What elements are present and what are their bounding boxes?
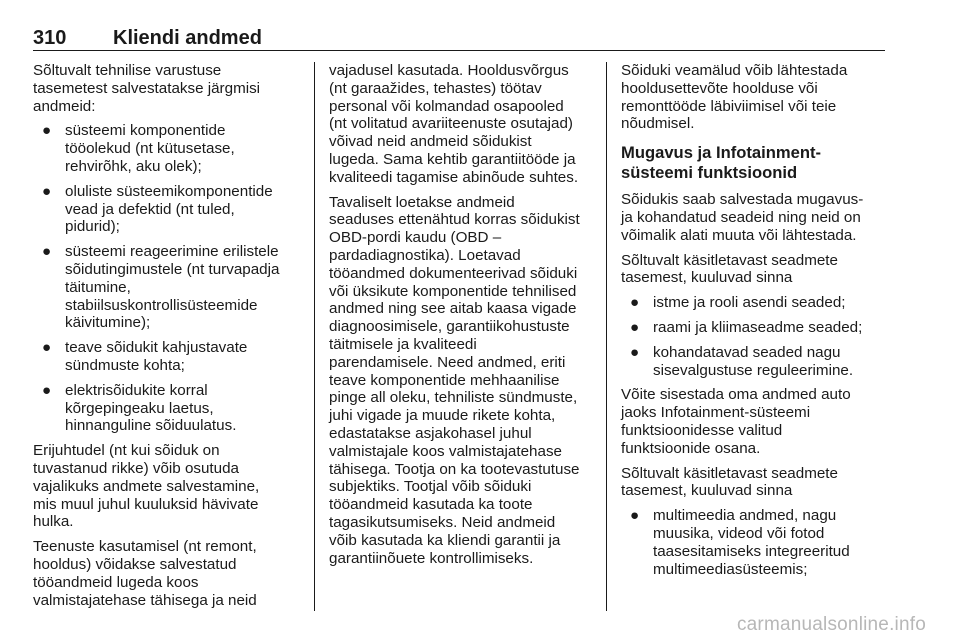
text-line: andmeid: — [33, 97, 96, 115]
bullet-icon: ● — [630, 343, 640, 361]
bullet-icon: ● — [42, 122, 52, 140]
text-line: valmistajatehase tähisega ja neid — [33, 591, 257, 609]
text-line: tagasikutsumiseks. Neid andmeid — [329, 513, 556, 531]
list-item — [621, 294, 886, 312]
text-line: hinnanguline sõiduulatus. — [65, 417, 237, 435]
text-line: (nt volitatud avariiteenuste osutajad) — [329, 115, 573, 133]
text-line: funktsioonidesse valitud — [621, 421, 783, 439]
bullet-list — [621, 507, 886, 578]
text-line: vead ja defektid (nt tuled, — [65, 200, 235, 218]
text-line: subjektiks. Tootjal võib sõiduki — [329, 478, 532, 496]
text-line: võivad neid andmeid sõidukist — [329, 133, 532, 151]
text-line: juhi vigade ja muude rikete kohta, — [329, 407, 556, 425]
text-line: süsteemi reageerimine erilistele — [65, 243, 279, 261]
text-line: tööandmeid lugeda koos — [33, 573, 199, 591]
bullet-icon: ● — [42, 182, 52, 200]
paragraph — [621, 252, 886, 288]
column-2 — [329, 62, 593, 574]
bullet-icon: ● — [42, 339, 52, 357]
text-line: Sõltuvalt tehnilise varustuse — [33, 62, 222, 79]
text-line: multimeedia andmed, nagu — [653, 507, 837, 525]
text-line: mis muul juhul kuuluksid hävivate — [33, 495, 259, 513]
text-line: vajalikuks andmete salvestamine, — [33, 477, 260, 495]
column-divider-2 — [606, 62, 607, 611]
text-line: Võite sisestada oma andmed auto — [621, 386, 851, 404]
list-item — [33, 382, 301, 435]
text-line: edastatakse asjakohasel juhul — [329, 424, 532, 442]
text-line: parendamisele. Need andmed, eriti — [329, 353, 566, 371]
text-line: teave komponentide mehhaanilise — [329, 371, 560, 389]
text-line: kvaliteedi tagamise abinõude suhtes. — [329, 168, 579, 186]
text-line: hooldusettevõte hoolduse või — [621, 79, 818, 97]
paragraph — [621, 191, 886, 244]
paragraph — [329, 194, 593, 568]
text-line: nõudmisel. — [621, 115, 695, 133]
text-line: pinge all oleku, tehniliste sündmuste, — [329, 389, 578, 407]
text-line: Mugavus ja Infotainment- — [621, 143, 822, 163]
column-divider-1 — [314, 62, 315, 611]
text-line: süsteemi funktsioonid — [621, 162, 798, 182]
section-heading — [621, 143, 886, 182]
text-line: Sõltuvalt käsitletavast seadmete — [621, 464, 838, 482]
text-line: sõidutingimustele (nt turvapadja — [65, 260, 280, 278]
text-line: sisevalgustuse reguleerimine. — [653, 361, 854, 379]
text-line: tasemest, kuuluvad sinna — [621, 482, 793, 500]
text-line: rehvirõhk, aku olek); — [65, 157, 202, 175]
text-line: muusika, videod või fotod — [653, 524, 825, 542]
text-line: teave sõidukit kahjustavate — [65, 339, 248, 357]
text-line: lugeda. Sama kehtib garantiitööde ja — [329, 150, 576, 168]
text-line: personal või kolmandad osapooled — [329, 97, 564, 115]
paragraph — [621, 386, 886, 457]
page-number: 310 — [33, 27, 67, 49]
paragraph — [33, 442, 301, 531]
text-line: pidurid); — [65, 218, 120, 236]
text-line: diagnoosimisele, garantiikohustuste — [329, 318, 570, 336]
text-line: andmed ning see aitab kaasa vigade — [329, 300, 577, 318]
text-line: käivitumine); — [65, 314, 151, 332]
text-line: OBD-pordi kaudu (OBD – — [329, 229, 502, 247]
text-line: või üksikute komponentide tehnilised — [329, 282, 577, 300]
text-line: funktsioonide osana. — [621, 439, 761, 457]
list-item — [33, 183, 301, 236]
watermark: carmanualsonline.info — [736, 614, 926, 635]
text-line: valmistajale koos valmistajatehase — [329, 442, 562, 460]
text-line: täitmisele ja kvaliteedi — [329, 335, 477, 353]
text-line: Sõiduki veamälud võib lähtestada — [621, 62, 848, 79]
text-line: tasemetest salvestatakse järgmisi — [33, 79, 261, 97]
list-item — [621, 319, 886, 337]
bullet-icon: ● — [630, 318, 640, 336]
list-item — [621, 344, 886, 380]
text-line: tasemest, kuuluvad sinna — [621, 269, 793, 287]
text-line: Teenuste kasutamisel (nt remont, — [33, 538, 257, 556]
paragraph — [33, 62, 301, 115]
text-line: vajadusel kasutada. Hooldusvõrgus — [329, 62, 569, 79]
text-line: pardadiagnostika). Loetavad — [329, 246, 521, 264]
text-line: tööandmeid kasutada ka toote — [329, 496, 533, 514]
text-line: sündmuste kohta; — [65, 356, 185, 374]
text-line: ja kohandatud seadeid ning neid on — [621, 208, 861, 226]
paragraph — [621, 62, 886, 133]
text-line: Erijuhtudel (nt kui sõiduk on — [33, 442, 220, 460]
text-line: süsteemi komponentide — [65, 122, 226, 140]
text-line: hooldus) võidakse salvestatud — [33, 555, 237, 573]
column-1 — [33, 62, 301, 616]
text-line: jaoks Infotainment-süsteemi — [621, 404, 811, 422]
text-line: Sõltuvalt käsitletavast seadmete — [621, 251, 838, 269]
text-line: raami ja kliimaseadme seaded; — [653, 318, 863, 336]
list-item — [33, 243, 301, 332]
text-line: seaduses ettenähtud korras sõidukist — [329, 211, 580, 229]
text-line: tööolekud (nt kütusetase, — [65, 140, 235, 158]
text-line: tööandmed dokumenteerivad sõiduki — [329, 264, 578, 282]
chapter-title: Kliendi andmed — [113, 27, 262, 49]
text-line: võimalik alati muuta või lähtestada. — [621, 226, 857, 244]
bullet-icon: ● — [630, 294, 640, 312]
text-line: hulka. — [33, 513, 74, 531]
bullet-list — [33, 122, 301, 435]
text-line: elektrisõidukite korral — [65, 381, 208, 399]
column-3 — [621, 62, 886, 585]
text-line: oluliste süsteemikomponentide — [65, 182, 273, 200]
bullet-icon: ● — [42, 381, 52, 399]
text-line: võib kasutada ka kliendi garantii ja — [329, 531, 561, 549]
text-line: stabiilsuskontrollisüsteemide — [65, 296, 258, 314]
text-line: kohandatavad seaded nagu — [653, 343, 841, 361]
paragraph — [329, 62, 593, 187]
bullet-icon: ● — [42, 243, 52, 261]
text-line: Tavaliselt loetakse andmeid — [329, 193, 515, 211]
header-rule — [33, 50, 885, 51]
text-line: kõrgepingeaku laetus, — [65, 399, 214, 417]
text-line: taasesitamiseks integreeritud — [653, 542, 850, 560]
bullet-list — [621, 294, 886, 379]
text-line: tuvastanud rikke) võib osutuda — [33, 459, 239, 477]
text-line: istme ja rooli asendi seaded; — [653, 294, 846, 312]
bullet-icon: ● — [630, 507, 640, 525]
list-item — [33, 339, 301, 375]
paragraph — [621, 465, 886, 501]
text-line: tähisega. Tootja on ka tootevastutuse — [329, 460, 580, 478]
text-line: täitumine, — [65, 278, 131, 296]
list-item — [33, 122, 301, 175]
text-line: garantiinõuete kontrollimiseks. — [329, 549, 534, 567]
text-line: (nt garaažides, tehastes) töötav — [329, 79, 542, 97]
list-item — [621, 507, 886, 578]
text-line: multimeediasüsteemis; — [653, 560, 808, 578]
paragraph — [33, 538, 301, 609]
text-line: Sõidukis saab salvestada mugavus- — [621, 191, 864, 209]
page-header — [33, 26, 885, 52]
text-line: remonttööde läbiviimisel või teie — [621, 97, 837, 115]
